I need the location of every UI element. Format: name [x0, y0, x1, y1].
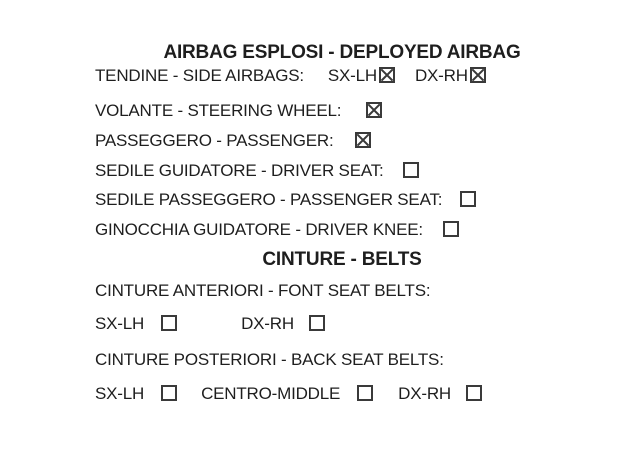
- back-sx-checkbox[interactable]: [161, 385, 177, 401]
- passenger-label: PASSEGGERO - PASSENGER:: [95, 131, 334, 150]
- front-dx-label: DX-RH: [241, 314, 294, 333]
- steering-wheel-checkbox[interactable]: [366, 102, 382, 118]
- passenger-checkbox[interactable]: [355, 132, 371, 148]
- front-seat-belts-label: CINTURE ANTERIORI - FONT SEAT BELTS:: [95, 281, 431, 300]
- passenger-seat-label: SEDILE PASSEGGERO - PASSENGER SEAT:: [95, 190, 443, 209]
- passenger-row: [95, 131, 371, 151]
- driver-seat-label: SEDILE GUIDATORE - DRIVER SEAT:: [95, 161, 384, 180]
- passenger-seat-row: [95, 190, 476, 210]
- back-seat-belts-label: CINTURE POSTERIORI - BACK SEAT BELTS:: [95, 350, 444, 369]
- tendine-dx-checkbox[interactable]: [470, 67, 486, 83]
- front-dx-checkbox[interactable]: [309, 315, 325, 331]
- back-dx-label: DX-RH: [398, 384, 451, 403]
- front-sx-label: SX-LH: [95, 314, 145, 333]
- tendine-side-airbags-row: [95, 66, 486, 86]
- tendine-sx-label: SX-LH: [327, 66, 377, 85]
- airbag-section-title: AIRBAG ESPLOSI - DEPLOYED AIRBAG: [163, 42, 521, 63]
- tendine-dx-label: DX-RH: [414, 66, 468, 85]
- steering-wheel-row: [95, 101, 382, 121]
- tendine-label: TENDINE - SIDE AIRBAGS:: [95, 66, 304, 85]
- driver-seat-checkbox[interactable]: [403, 162, 419, 178]
- tendine-sx-checkbox[interactable]: [379, 67, 395, 83]
- back-centro-checkbox[interactable]: [357, 385, 373, 401]
- belts-section-title: CINTURE - BELTS: [262, 249, 422, 270]
- front-seat-belts-row: [95, 314, 325, 334]
- back-sx-label: SX-LH: [95, 384, 145, 403]
- back-dx-checkbox[interactable]: [466, 385, 482, 401]
- driver-seat-row: [95, 161, 419, 181]
- driver-knee-row: [95, 220, 459, 240]
- passenger-seat-checkbox[interactable]: [460, 191, 476, 207]
- driver-knee-label: GINOCCHIA GUIDATORE - DRIVER KNEE:: [95, 220, 423, 239]
- steering-wheel-label: VOLANTE - STEERING WHEEL:: [95, 101, 342, 120]
- back-centro-label: CENTRO-MIDDLE: [201, 384, 341, 403]
- driver-knee-checkbox[interactable]: [443, 221, 459, 237]
- front-sx-checkbox[interactable]: [161, 315, 177, 331]
- back-seat-belts-row: [95, 384, 482, 404]
